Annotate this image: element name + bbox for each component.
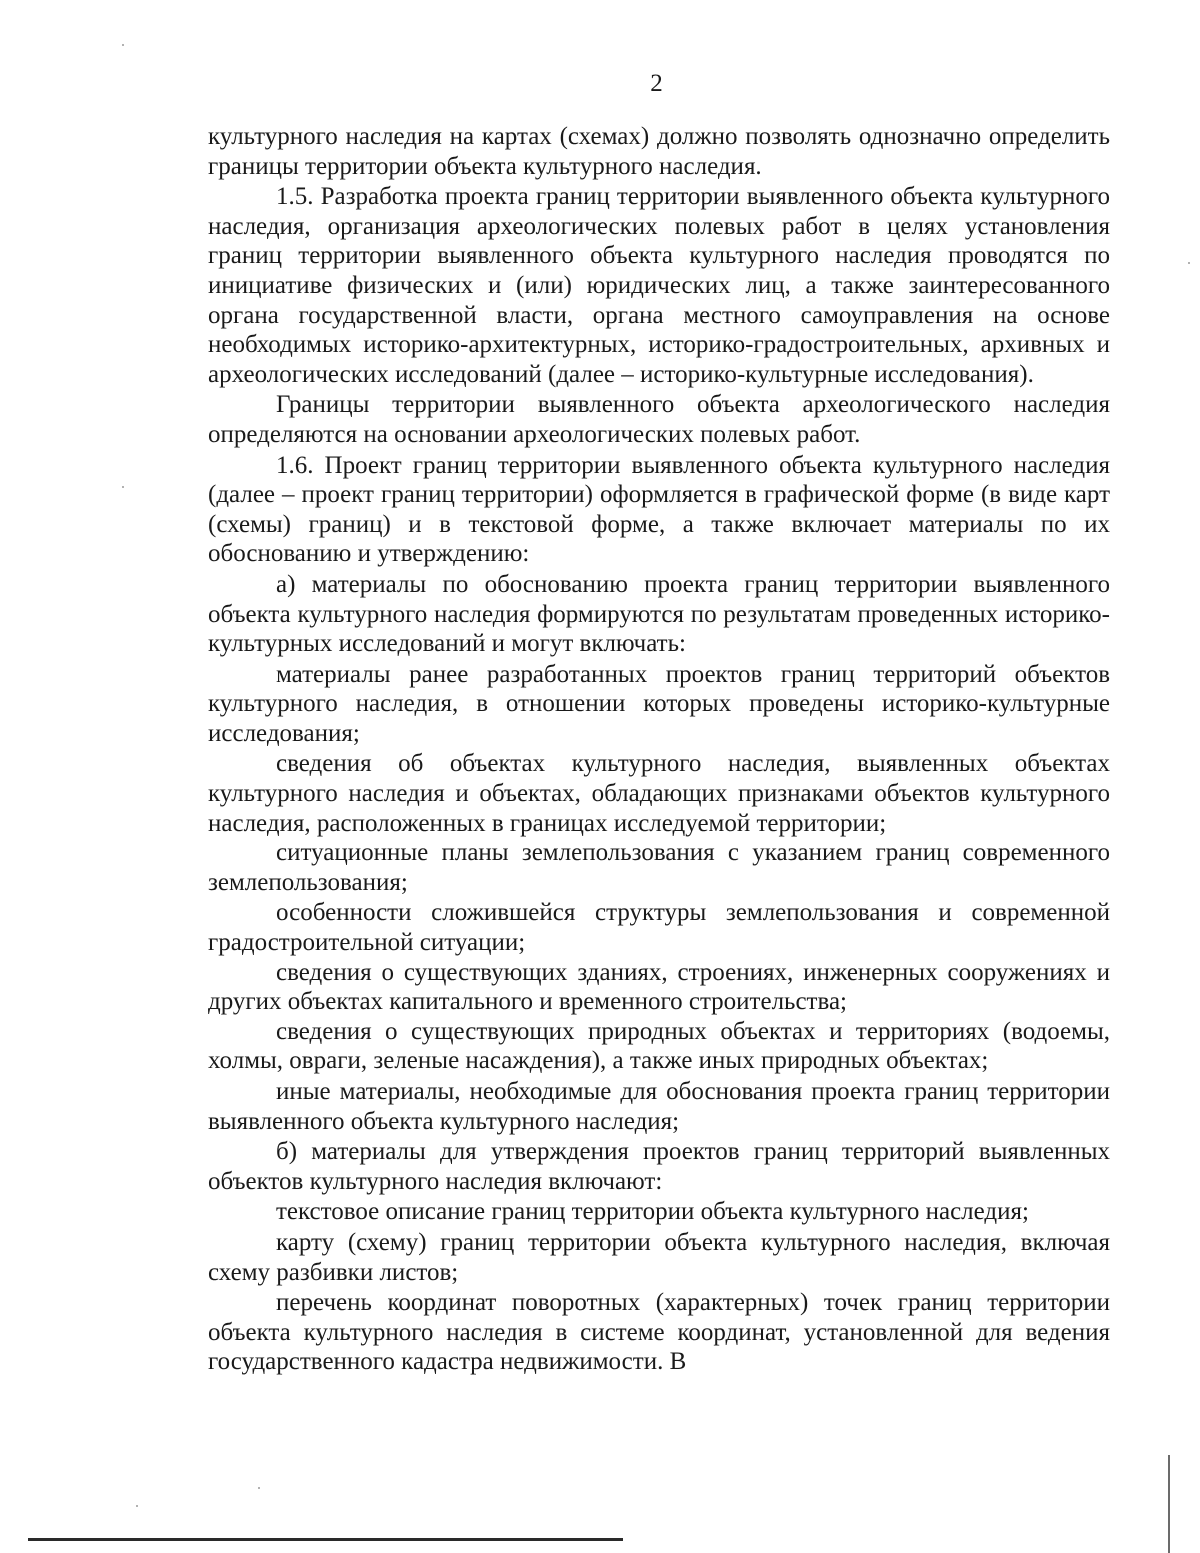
paragraph-heritage-objects-info: сведения об объектах культурного наследия, выявленных объектах культурного наследия и объектах, обладающих признаками объектов культурного наследия, расположенных в границах исследуемой территории; bbox=[208, 750, 1110, 837]
paragraph-item-a: а) материалы по обоснованию проекта границ территории выявленного объекта культурного наследия формируются по результатам проведенных историко-культурных исследований и могут включать: bbox=[208, 570, 1110, 658]
scan-speck bbox=[258, 1487, 260, 1489]
paragraph-text-description: текстовое описание границ территории объекта культурного наследия; bbox=[276, 1198, 1029, 1226]
page-number: 2 bbox=[650, 70, 663, 97]
scan-speck bbox=[122, 44, 124, 46]
paragraph-previous-projects: материалы ранее разработанных проектов границ территорий объектов культурного наследия, в отношении которых проведены историко-культурные исследования; bbox=[208, 660, 1110, 747]
scan-speck bbox=[122, 486, 124, 488]
paragraph-item-b: б) материалы для утверждения проектов границ территорий выявленных объектов культурного наследия включают: bbox=[208, 1138, 1110, 1195]
paragraph-archaeological-boundaries: Границы территории выявленного объекта археологического наследия определяются на основании археологических полевых работ. bbox=[208, 391, 1110, 448]
paragraph-1-6: 1.6. Проект границ территории выявленного объекта культурного наследия (далее – проект границ территории) оформляется в графической форме (в виде карт (схемы) границ) и в текстовой форме, а также включает материалы по их обоснованию и утверждению: bbox=[208, 451, 1110, 568]
scan-right-edge-line bbox=[1168, 1455, 1170, 1553]
paragraph-boundary-map: карту (схему) границ территории объекта культурного наследия, включая схему разбивки листов; bbox=[208, 1228, 1110, 1286]
scan-speck bbox=[136, 1505, 138, 1507]
scan-bottom-edge-line bbox=[28, 1538, 623, 1541]
paragraph-land-use-structure: особенности сложившейся структуры землепользования и современной градостроительной ситуации; bbox=[208, 899, 1110, 957]
paragraph-buildings-info: сведения о существующих зданиях, строениях, инженерных сооружениях и других объектах капитального и временного строительства; bbox=[208, 958, 1110, 1016]
paragraph-coordinates-list: перечень координат поворотных (характерных) точек границ территории объекта культурного наследия в системе координат, установленной для ведения государственного кадастра недвижимости. В bbox=[208, 1289, 1110, 1376]
paragraph-land-use-plans: ситуационные планы землепользования с указанием границ современного землепользования; bbox=[208, 839, 1110, 896]
paragraph-continuation: культурного наследия на картах (схемах) должно позволять однозначно определить границы территории объекта культурного наследия. bbox=[208, 123, 1110, 180]
paragraph-natural-objects: сведения о существующих природных объектах и территориях (водоемы, холмы, овраги, зеленые насаждения), а также иных природных объектах; bbox=[208, 1017, 1110, 1075]
scan-speck bbox=[1188, 262, 1190, 264]
paragraph-other-materials: иные материалы, необходимые для обоснования проекта границ территории выявленного объекта культурного наследия; bbox=[208, 1078, 1110, 1135]
paragraph-1-5: 1.5. Разработка проекта границ территории выявленного объекта культурного наследия, организация археологических полевых работ в целях установления границ территории выявленного объекта культурного наследия проводятся по инициативе физических и (или) юридических лиц, а также заинтересованного органа государственной власти, органа местного самоуправления на основе необходимых историко-архитектурных, историко-градостроительных, архивных и археологических исследований (далее – историко-культурные исследования). bbox=[208, 183, 1110, 388]
document-body bbox=[208, 122, 1110, 1377]
